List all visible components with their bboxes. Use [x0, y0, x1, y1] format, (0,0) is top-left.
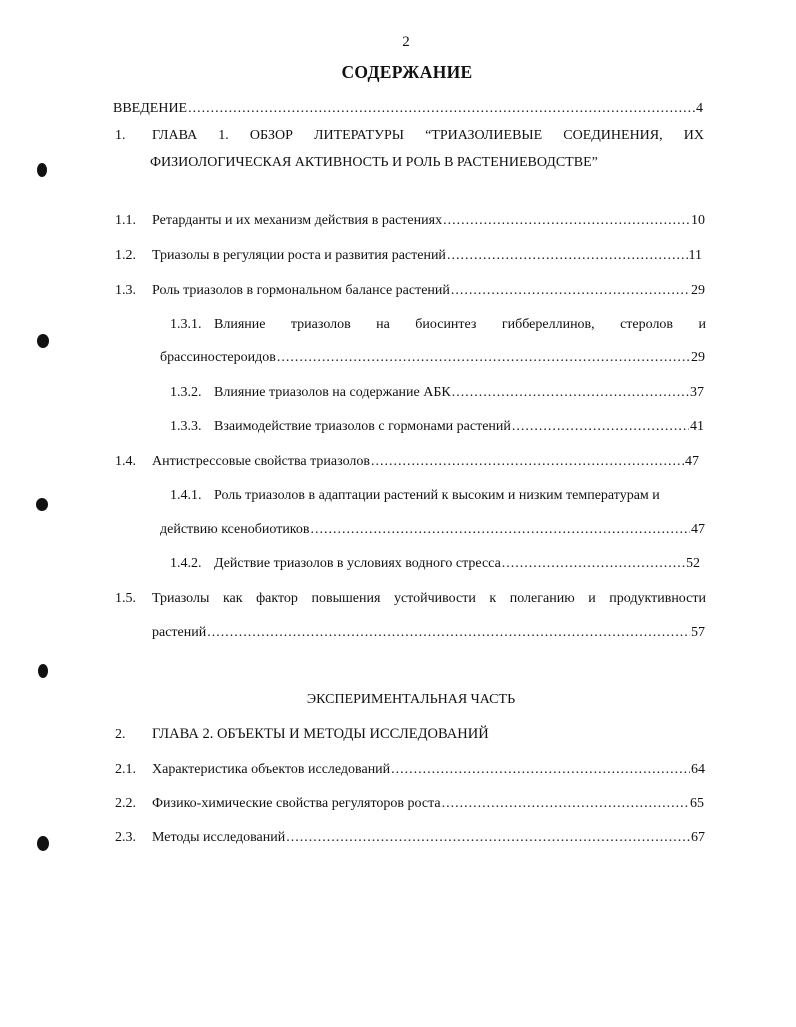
toc-entry-label: Физико-химические свойства регуляторов роста: [152, 796, 441, 811]
toc-entry-number: 1.5.: [115, 591, 136, 606]
toc-entry-page: 4: [696, 101, 703, 116]
toc-entry-page: 67: [691, 830, 705, 845]
toc-entry-number: 2.2.: [115, 796, 136, 811]
toc-entry-page: 52: [686, 556, 700, 571]
toc-entry-page: 37: [690, 385, 704, 400]
toc-entry-number: 1.3.1.: [170, 317, 202, 332]
toc-entry-label: Действие триазолов в условиях водного стресса: [214, 556, 501, 571]
toc-entry-1-5-line2: [152, 625, 705, 641]
toc-entry-2-1: [152, 762, 705, 778]
leader-dots: [447, 248, 688, 264]
toc-entry-label: Антистрессовые свойства триазолов: [152, 454, 370, 469]
toc-entry-1-2: [152, 248, 702, 264]
toc-entry-number: 1.4.2.: [170, 556, 202, 571]
toc-entry-intro: [113, 101, 703, 117]
toc-entry-number: 1.4.1.: [170, 488, 202, 503]
punch-hole-mark: [36, 498, 48, 511]
toc-entry-number: 2.3.: [115, 830, 136, 845]
leader-dots: [452, 385, 689, 401]
punch-hole-mark: [37, 836, 49, 851]
toc-entry-1-3-3: [214, 419, 704, 435]
toc-entry-1-1: [152, 213, 705, 229]
toc-entry-1-3-2: [214, 385, 704, 401]
toc-entry-number: 1.3.: [115, 283, 136, 298]
toc-entry-2-3: [152, 830, 705, 846]
toc-entry-label: Характеристика объектов исследований: [152, 762, 391, 777]
toc-entry-label: брассиностероидов: [160, 350, 276, 365]
toc-entry-1-3-1-line2: [160, 350, 705, 366]
toc-entry-page: 41: [690, 419, 704, 434]
toc-entry-number: 1.3.2.: [170, 385, 202, 400]
leader-dots: [451, 283, 690, 299]
toc-entry-1-4-2: [214, 556, 700, 572]
toc-entry-page: 47: [685, 454, 699, 469]
toc-entry-label: Влияние триазолов на содержание АБК: [214, 385, 451, 400]
leader-dots: [188, 101, 695, 117]
punch-hole-mark: [37, 163, 47, 177]
toc-entry-page: 47: [691, 522, 705, 537]
toc-entry-label: Триазолы в регуляции роста и развития растений: [152, 248, 446, 263]
toc-entry-number: 1.: [115, 128, 126, 143]
toc-entry-1-4-1-line2: [160, 522, 705, 538]
toc-entry-1-5-line1: Триазолы как фактор повышения устойчивости к полеганию и продуктивности: [152, 591, 706, 606]
toc-entry-page: 64: [691, 762, 705, 777]
toc-entry-page: 65: [690, 796, 704, 811]
toc-entry-page: 29: [691, 350, 705, 365]
leader-dots: [371, 454, 684, 470]
leader-dots: [207, 625, 690, 641]
toc-entry-label: Методы исследований: [152, 830, 286, 845]
leader-dots: [277, 350, 690, 366]
chapter1-title-line1: ГЛАВА 1. ОБЗОР ЛИТЕРАТУРЫ “ТРИАЗОЛИЕВЫЕ СОЕДИНЕНИЯ, ИХ: [152, 128, 704, 143]
toc-entry-number: 1.1.: [115, 213, 136, 228]
leader-dots: [502, 556, 685, 572]
toc-entry-1-4-1-line1: Роль триазолов в адаптации растений к высоким и низким температурам и: [214, 488, 660, 503]
toc-entry-label: действию ксенобиотиков: [160, 522, 310, 537]
toc-entry-label: Роль триазолов в гормональном балансе растений: [152, 283, 450, 298]
toc-entry-label: растений: [152, 625, 207, 640]
chapter1-title-line2: ФИЗИОЛОГИЧЕСКАЯ АКТИВНОСТЬ И РОЛЬ В РАСТЕНИЕВОДСТВЕ”: [150, 155, 598, 170]
toc-entry-page: 11: [688, 248, 702, 263]
toc-entry-page: 57: [691, 625, 705, 640]
chapter2-title: ГЛАВА 2. ОБЪЕКТЫ И МЕТОДЫ ИССЛЕДОВАНИЙ: [152, 726, 489, 742]
toc-entry-number: 1.3.3.: [170, 419, 202, 434]
punch-hole-mark: [38, 664, 48, 678]
toc-entry-number: 1.2.: [115, 248, 136, 263]
page-number: 2: [402, 34, 410, 50]
toc-entry-label: ВВЕДЕНИЕ: [113, 101, 188, 116]
toc-entry-number: 1.4.: [115, 454, 136, 469]
toc-entry-number: 2.1.: [115, 762, 136, 777]
leader-dots: [443, 213, 690, 229]
punch-hole-mark: [37, 334, 49, 348]
toc-entry-1-3-1-line1: Влияние триазолов на биосинтез гиббереллинов, стеролов и: [214, 317, 706, 332]
toc-entry-1-4: [152, 454, 699, 470]
toc-entry-number: 2.: [115, 727, 126, 742]
leader-dots: [286, 830, 690, 846]
toc-entry-label: Ретарданты и их механизм действия в растениях: [152, 213, 443, 228]
leader-dots: [391, 762, 690, 778]
toc-entry-page: 10: [691, 213, 705, 228]
leader-dots: [512, 419, 689, 435]
leader-dots: [311, 522, 690, 538]
page-title: СОДЕРЖАНИЕ: [341, 62, 473, 82]
toc-entry-1-3: [152, 283, 705, 299]
toc-entry-2-2: [152, 796, 704, 812]
toc-entry-label: Взаимодействие триазолов с гормонами растений: [214, 419, 511, 434]
section-heading-experimental: ЭКСПЕРИМЕНТАЛЬНАЯ ЧАСТЬ: [306, 692, 516, 707]
leader-dots: [442, 796, 689, 812]
toc-entry-page: 29: [691, 283, 705, 298]
